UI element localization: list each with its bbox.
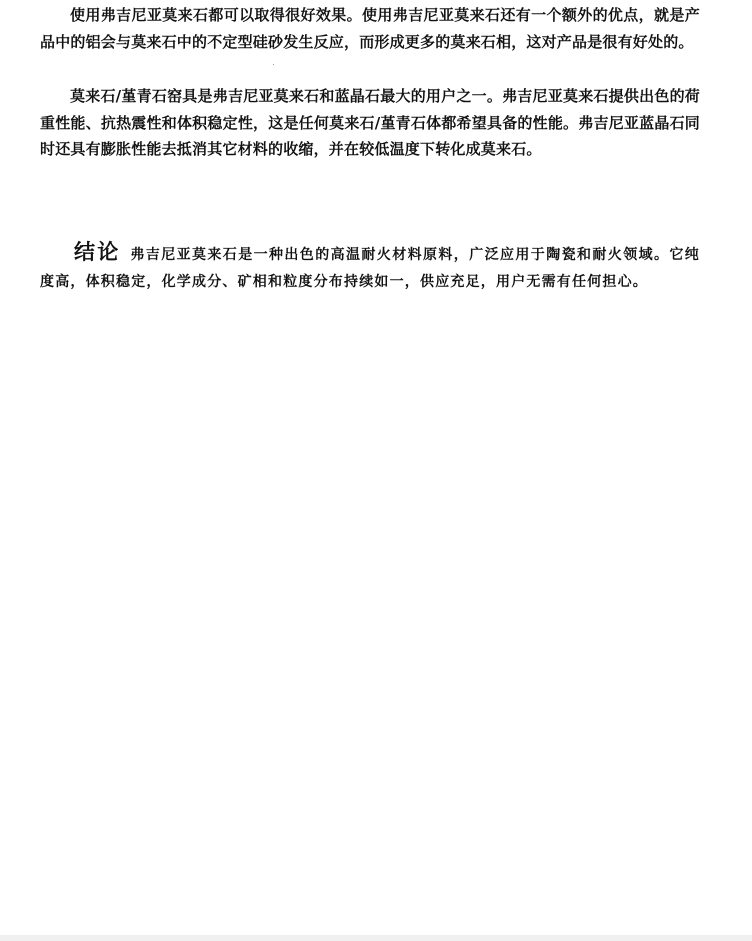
conclusion-heading: 结论 — [74, 240, 121, 264]
conclusion-text: 弗吉尼亚莫来石是一种出色的高温耐火材料原料，广泛应用于陶瓷和耐火领域。它纯度高，体积稳定，化学成分、矿相和粒度分布持续如一，供应充足，用户无需有任何担心。 — [40, 247, 700, 290]
body-paragraph-1: 使用弗吉尼亚莫来石都可以取得很好效果。使用弗吉尼亚莫来石还有一个额外的优点，就是产品中的铝会与莫来石中的不定型硅砂发生反应，而形成更多的莫来石相，这对产品是很有好处的。 — [40, 6, 700, 51]
scan-speck — [273, 64, 274, 65]
conclusion-section — [40, 239, 700, 296]
page-bottom-edge — [0, 935, 752, 941]
body-paragraph-2: 莫来石/堇青石窑具是弗吉尼亚莫来石和蓝晶石最大的用户之一。弗吉尼亚莫来石提供出色的荷重性能、抗热震性和体积稳定性，这是任何莫来石/堇青石体都希望具备的性能。弗吉尼亚蓝晶石同时还具有膨胀性能去抵消其它材料的收缩，并在较低温度下转化成莫来石。 — [40, 87, 700, 158]
